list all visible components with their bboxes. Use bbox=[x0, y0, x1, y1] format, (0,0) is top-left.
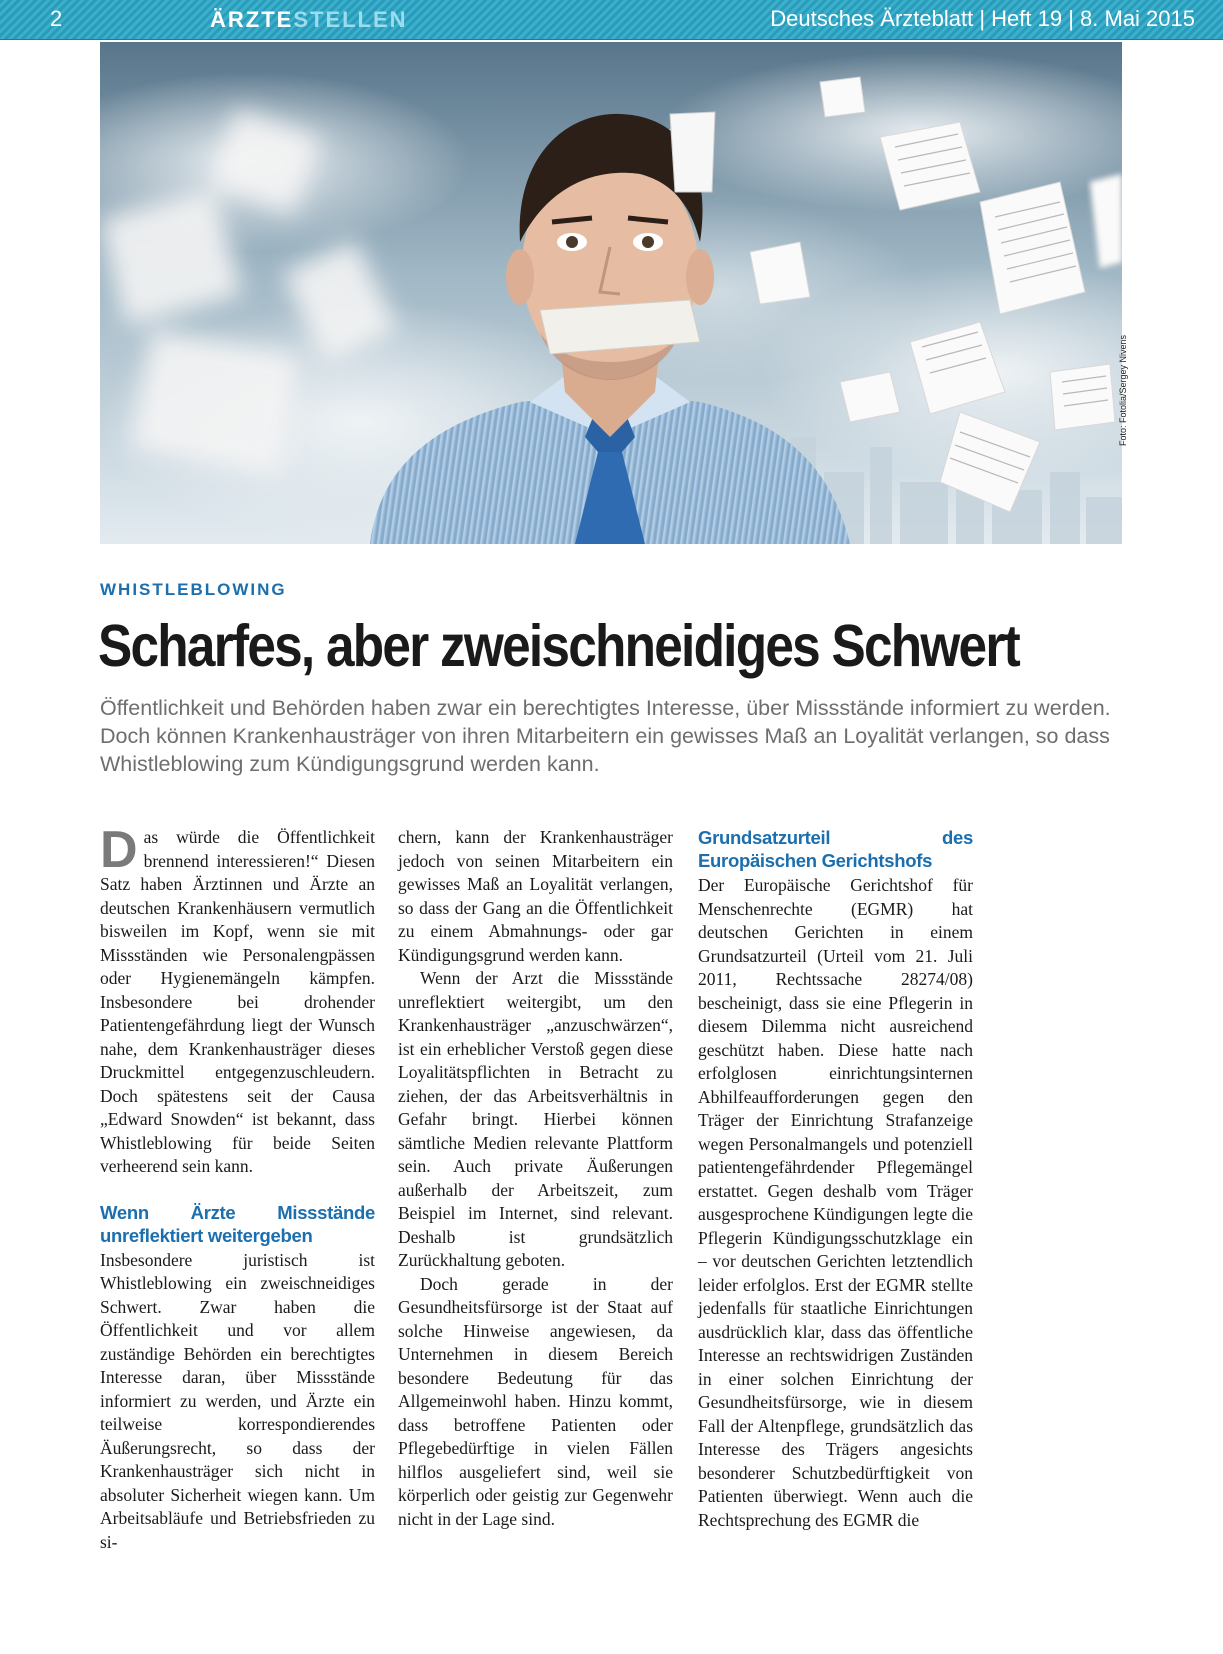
article-column-3 bbox=[698, 826, 973, 1532]
article-kicker: WHISTLEBLOWING bbox=[100, 580, 287, 599]
article-dek: Öffentlichkeit und Behörden haben zwar ein berechtigtes Interesse, über Missstände informiert zu werden. Doch können Krankenhausträger von ihren Mitarbeitern ein gewisses Maß an Loyalität verlangen, so dass Whistleblowing zum Kündigungsgrund werden kann. bbox=[100, 696, 1111, 776]
section-logo-part2: STELLEN bbox=[293, 7, 408, 32]
body-paragraph: Der Europäische Gerichtshof für Menschenrechte (EGMR) hat deutschen Gerichten in einem Grundsatzurteil (Urteil vom 21. Juli 2011, Rechtssache 28274/08) bescheinigt, dass sie eine Pflegerin in diesem Dilemma nicht ausreichend geschützt haben. Diese hatte nach erfolglosen einrichtungsinternen Abhilfeaufforderungen gegen den Träger der Einrichtung Strafanzeige wegen Personalmangels und potenziell patientengefährdender Pflegemängel erstattet. Gegen deshalb vom Träger ausgesprochene Kündigungen legte die Pflegerin Kündigungsschutzklage ein – vor deutschen Gerichten letztendlich leider erfolglos. Erst der EGMR stellte jedenfalls für staatliche Einrichtungen ausdrücklich klar, dass das öffentliche Interesse an rechtswidrigen Zuständen in einer solchen Einrichtung der Gesundheitsfürsorge, wie in diesem Fall der Altenpflege, grundsätzlich das Interesse des Trägers angesichts besonderer Schutzbedürftigkeit von Patienten überwiegt. Wenn auch die Rechtsprechung des EGMR die bbox=[698, 875, 973, 1530]
article-column-2 bbox=[398, 826, 673, 1531]
body-paragraph: Wenn der Arzt die Missstände unreflektiert weitergibt, um den Krankenhausträger „anzuschwärzen“, ist ein erheblicher Verstoß gegen diese Loyalitätspflichten in Betracht zu ziehen, der das Arbeitsverhältnis in Gefahr bringt. Hierbei können sämtliche Medien relevante Plattform sein. Auch private Äußerungen außerhalb der Arbeitszeit, zum Beispiel im Internet, sind relevant. Deshalb ist grundsätzlich Zurückhaltung geboten. bbox=[398, 968, 673, 1270]
section-logo-part1: ÄRZTE bbox=[210, 7, 294, 32]
section-logo bbox=[210, 7, 408, 33]
subheading: Wenn Ärzte Missstände unreflektiert weitergeben bbox=[100, 1201, 375, 1246]
hero-photo bbox=[100, 42, 1122, 544]
article-column-1 bbox=[100, 821, 375, 1554]
subheading: Grundsatzurteil des Europäischen Gerichtshofs bbox=[698, 827, 973, 871]
body-paragraph: Insbesondere juristisch ist Whistleblowing ein zweischneidiges Schwert. Zwar haben die Öffentlichkeit und vor allem zuständige Behörden ein berechtigtes Interesse daran, über Missstände informiert zu werden, und Ärzte ein teilweise korrespondierendes Äußerungsrecht, so dass der Krankenhausträger sich nicht in absoluter Sicherheit wiegen kann. Um Arbeitsabläufe und Betriebsfrieden zu si- bbox=[100, 1249, 375, 1552]
body-paragraph: chern, kann der Krankenhausträger jedoch von seinen Mitarbeitern ein gewisses Maß an Loyalität verlangen, so dass der Gang an die Öffentlichkeit zu einem Abmahnungs- oder gar Kündigungsgrund werden kann. bbox=[398, 827, 673, 965]
body-paragraph: Doch gerade in der Gesundheitsfürsorge ist der Staat auf solche Hinweise angewiesen, da Unternehmen in diesem Bereich besondere Bedeutung für das Allgemeinwohl haben. Hinzu kommt, dass betroffene Patienten oder Pflegebedürftige in vielen Fällen hilflos ausgeliefert sind, weil sie körperlich oder geistig zur Gegenwehr nicht in der Lage sind. bbox=[398, 1273, 673, 1529]
page-number: 2 bbox=[50, 6, 63, 31]
body-paragraph bbox=[100, 821, 375, 1179]
drop-cap: D bbox=[100, 821, 138, 879]
page-header bbox=[0, 0, 1223, 40]
article-title: Scharfes, aber zweischneidiges Schwert bbox=[98, 613, 1019, 679]
photo-credit: Foto: Fotolia/Sergey Nivens bbox=[1118, 334, 1128, 446]
hero-illustration bbox=[100, 42, 1122, 544]
issue-info: Deutsches Ärzteblatt | Heft 19 | 8. Mai 2015 bbox=[770, 6, 1195, 31]
body-text: as würde die Öffentlichkeit brennend interessieren!“ Diesen Satz haben Ärztinnen und Ärzte an deutschen Krankenhäusern vermutlich bisweilen im Kopf, wenn sie mit Missständen wie Personalengpässen oder Hygienemängeln kämpfen. Insbesondere bei drohender Patientengefährdung liegt der Wunsch nahe, dem Krankenhausträger dieses Druckmittel entgegenzuschleudern. Doch spätestens seit der Causa „Edward Snowden“ ist bekannt, dass Whistleblowing für beide Seiten verheerend sein kann. bbox=[100, 827, 375, 1176]
